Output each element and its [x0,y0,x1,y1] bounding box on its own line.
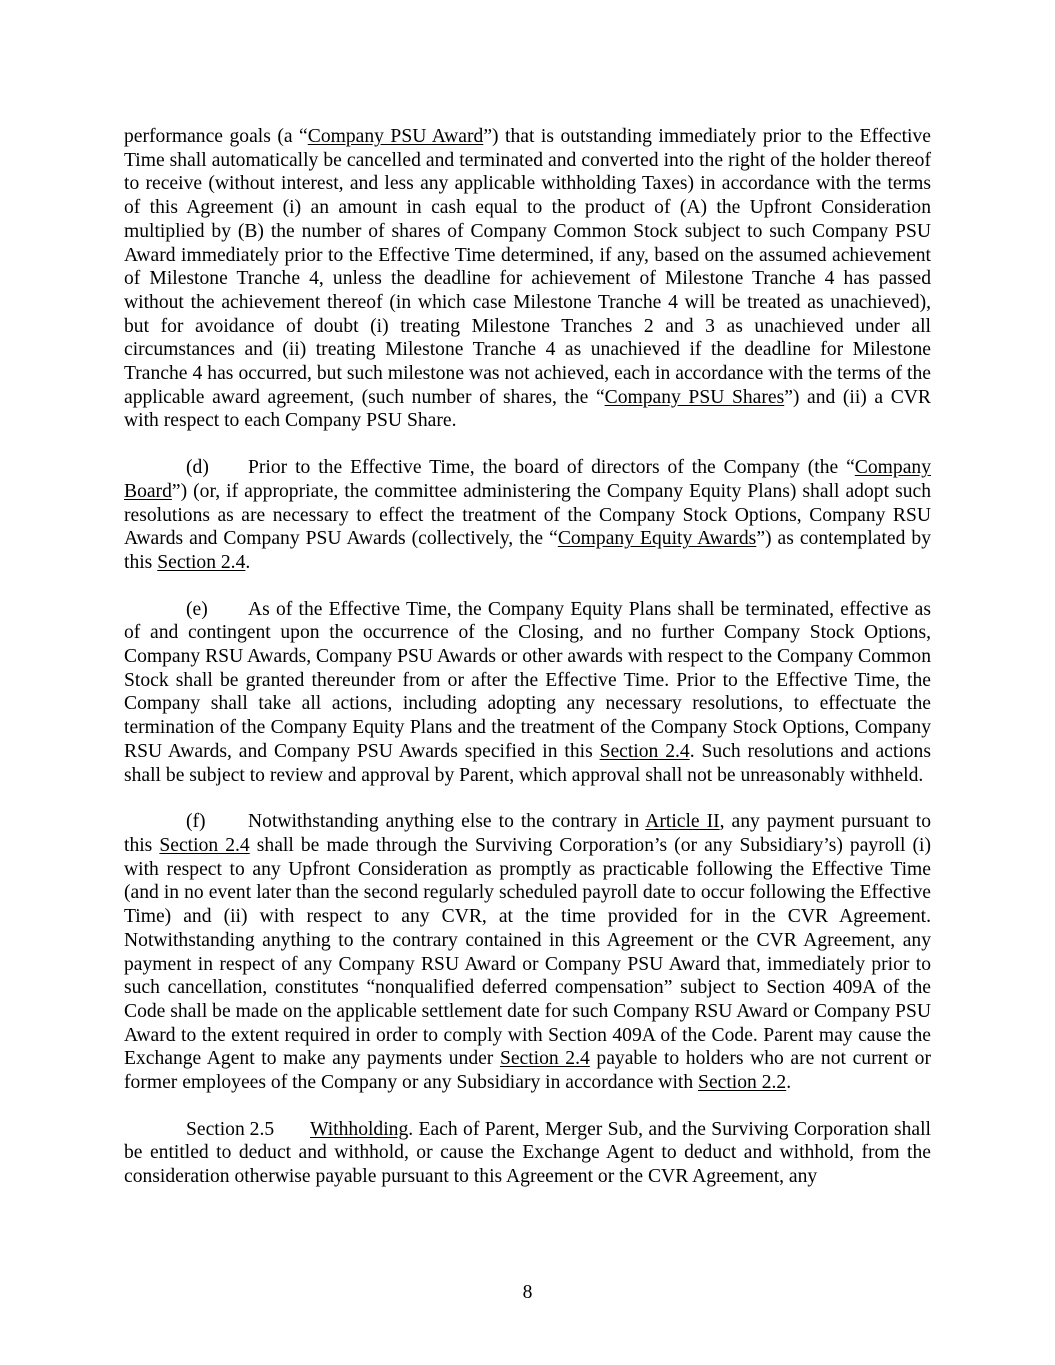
text-run: ”) and (ii) a CVR with respect to each Company PSU Share. [124,386,931,432]
section-reference: Section 2.4 [157,551,246,573]
defined-term-company-equity-awards: Company Equity Awards [557,528,757,550]
text-run: . [245,551,251,573]
defined-term-company-psu-shares: Company PSU Shares [604,386,785,408]
text-run: As of the Effective Time, the Company Equity Plans shall be terminated, effective as of and contingent upon the occurrence of the Closing, and no further Company Stock Options, Company RSU Awards, Company PSU Awards or other awards with respect to the Company Common Stock shall be granted thereunder from or after the Effective Time. Prior to the Effective Time, the Company shall take all actions, including adopting any necessary resolutions, to effectuate the termination of the Company Equity Plans and the treatment of the Company Stock Options, Company RSU Awards, and Company PSU Awards specified in this [124,598,931,762]
text-run: Prior to the Effective Time, the board of directors of the Company (the “ [248,457,855,479]
defined-term-company-board: Company Board [124,457,931,502]
text-run: . [786,1072,792,1094]
section-reference: Section 2.4 [599,740,690,762]
section-reference: Section 2.4 [499,1048,590,1070]
text-run: payable to holders who are not current or former employees of the Company or any Subsidiary in accordance with [124,1048,931,1094]
page-number: 8 [522,1282,533,1303]
paragraph-d [124,456,931,575]
paragraph-label: (d) [186,457,209,479]
text-run: ”) as contemplated by this [124,528,931,573]
section-reference: Section 2.4 [159,834,250,856]
text-run: performance goals (a “ [124,126,308,147]
section-label: Section 2.5 [186,1118,275,1140]
text-run: shall be made through the Surviving Corporation’s (or any Subsidiary’s) payroll (i) with respect to any Upfront Consideration as promptly as practicable following the Effective Time (and in no event later than the second regularly scheduled payroll date to occur following the Effective Time) and (ii) with respect to any CVR, at the time provided for in the CVR Agreement. Notwithstanding anything to the contrary contained in this Agreement or the CVR Agreement, any payment in respect of any Company RSU Award or Company PSU Award that, immediately prior to such cancellation, constitutes “nonqualified deferred compensation” subject to Section 409A of the Code shall be made on the applicable settlement date for such Company RSU Award or Company PSU Award to the extent required in order to comply with Section 409A of the Code. Parent may cause the Exchange Agent to make any payments under [124,834,931,1070]
paragraph-label: (f) [186,811,206,833]
text-run: ”) that is outstanding immediately prior to the Effective Time shall automatically be cancelled and terminated and converted into the right of the holder thereof to receive (without interest, and less any applicable withholding Taxes) in accordance with the terms of this Agreement (i) an amount in cash equal to the product of (A) the Upfront Consideration multiplied by (B) the number of shares of Company Common Stock subject to such Company PSU Award immediately prior to the Effective Time determined, if any, based on the assumed achievement of Milestone Tranche 4, unless the deadline for achievement of Milestone Tranche 4 has passed without the achievement thereof (in which case Milestone Tranche 4 will be treated as unachieved), but for avoidance of doubt (i) treating Milestone Tranches 2 and 3 as unachieved under all circumstances and (ii) treating Milestone Tranche 4 as unachieved if the deadline for Milestone Tranche 4 has occurred, but such milestone was not achieved, each in accordance with the terms of the applicable award agreement, (such number of shares, the “ [124,126,931,408]
paragraph-f [124,810,931,1094]
paragraph-e [124,598,931,788]
text-run: , any payment pursuant to this [124,811,931,856]
article-reference: Article II [645,811,720,833]
text-run: ”) (or, if appropriate, the committee administering the Company Equity Plans) shall adopt such resolutions as are necessary to effect the treatment of the Company Stock Options, Company RSU Awards and Company PSU Awards (collectively, the “ [124,480,931,550]
paragraph-label: (e) [186,598,208,620]
text-run: . Each of Parent, Merger Sub, and the Surviving Corporation shall be entitled to deduct and withhold, or cause the Exchange Agent to deduct and withhold, from the consideration otherwise payable pursuant to this Agreement or the CVR Agreement, any [124,1118,931,1188]
document-body [124,125,931,1212]
section-reference: Section 2.2 [698,1072,787,1094]
text-run: . Such resolutions and actions shall be subject to review and approval by Parent, which approval shall not be unreasonably withheld. [124,740,931,786]
text-run: Notwithstanding anything else to the contrary in [248,811,646,833]
paragraph-company-psu-award [124,125,931,433]
defined-term-company-psu-award: Company PSU Award [307,126,484,147]
section-heading: Withholding [310,1118,409,1140]
section-2-5-withholding [124,1118,931,1189]
